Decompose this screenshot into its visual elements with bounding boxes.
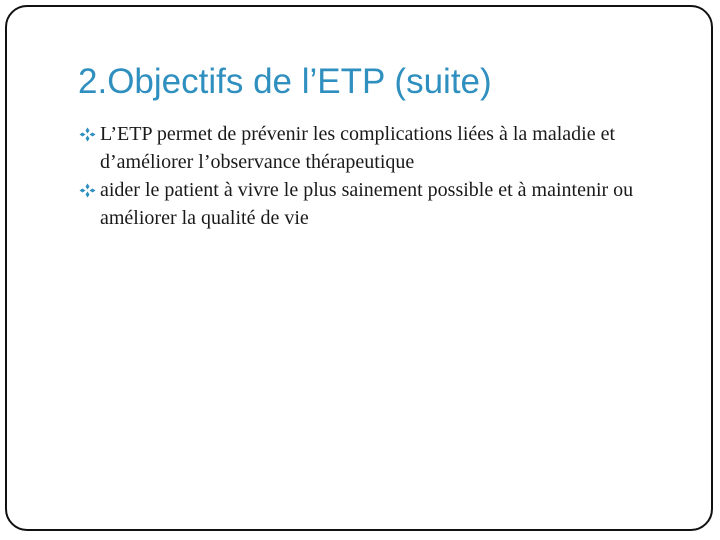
- slide-title: 2.Objectifs de l’ETP (suite): [78, 62, 492, 101]
- diamond-bullet-icon: [78, 120, 98, 148]
- bullet-text: L’ETP permet de prévenir les complications liées à la maladie et d’améliorer l’observance thérapeutique: [100, 123, 615, 173]
- bullet-text: aider le patient à vivre le plus sainement possible et à maintenir ou améliorer la qualité de vie: [100, 179, 634, 229]
- bullet-list: [78, 120, 678, 232]
- diamond-bullet-icon: [78, 176, 98, 204]
- list-item: [78, 120, 678, 176]
- list-item: [78, 176, 678, 232]
